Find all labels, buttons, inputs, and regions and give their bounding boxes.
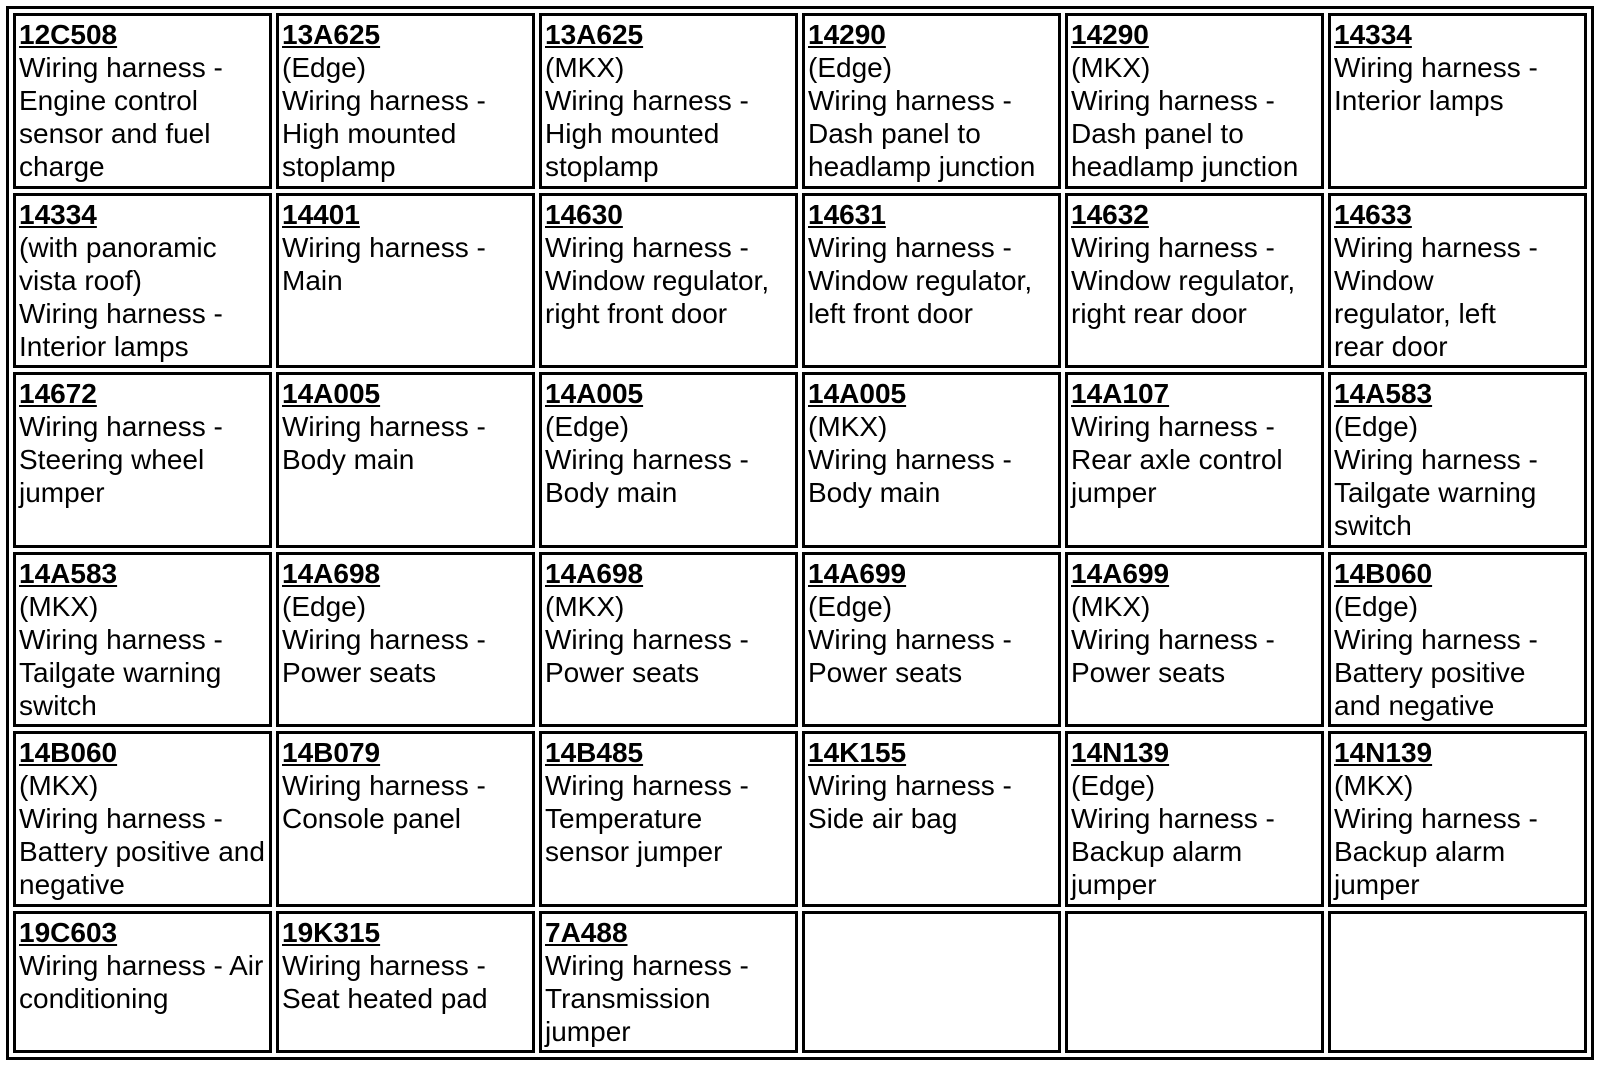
harness-description-line: Wiring harness - <box>545 770 749 802</box>
harness-description-line: Tailgate warning <box>19 656 222 688</box>
harness-description-line: Window regulator, <box>808 264 1033 296</box>
harness-description-line: Steering wheel <box>19 444 205 476</box>
part-number-link[interactable]: 14A005 <box>282 378 381 410</box>
part-number-link[interactable]: 14B079 <box>282 737 381 769</box>
part-number-link[interactable]: 14290 <box>808 19 886 50</box>
harness-description-line: jumper <box>545 1015 631 1047</box>
harness-description-line: Wiring harness - <box>282 85 486 116</box>
harness-description-line: Power seats <box>808 656 963 688</box>
harness-cell <box>276 731 535 907</box>
harness-description-line: Main <box>282 264 343 296</box>
harness-cell <box>1328 193 1587 369</box>
harness-description-line: Console panel <box>282 803 462 835</box>
harness-cell <box>802 13 1061 189</box>
harness-cell <box>539 13 798 189</box>
harness-cell <box>539 911 798 1053</box>
harness-description-line: Wiring harness - <box>282 770 486 802</box>
table-row <box>13 13 1587 189</box>
table-row <box>13 552 1587 728</box>
harness-description-line: Wiring harness - Air <box>19 949 264 981</box>
empty-cell <box>1328 911 1587 1053</box>
harness-description-line: Wiring harness - <box>282 623 486 655</box>
harness-description-line: jumper <box>1334 869 1420 901</box>
harness-cell <box>539 193 798 369</box>
part-number-link[interactable]: 14631 <box>808 198 886 230</box>
harness-cell <box>276 193 535 369</box>
harness-description-line: jumper <box>19 477 105 509</box>
harness-description-line: Window regulator, <box>545 264 770 296</box>
harness-description-line: Wiring harness - <box>808 623 1012 655</box>
harness-cell <box>276 13 535 189</box>
harness-description-line: switch <box>19 689 97 721</box>
harness-cell <box>1328 552 1587 728</box>
table-row <box>13 731 1587 907</box>
harness-cell <box>802 552 1061 728</box>
harness-description-line: left front door <box>808 297 973 329</box>
harness-description-line: (Edge) <box>282 590 367 622</box>
part-number-link[interactable]: 14B060 <box>19 737 118 769</box>
harness-description-line: (Edge) <box>1071 770 1156 802</box>
harness-description-line: Wiring harness - <box>808 231 1012 263</box>
part-number-link[interactable]: 14633 <box>1334 198 1412 230</box>
harness-cell <box>1328 372 1587 548</box>
harness-description-line: (MKX) <box>19 770 99 802</box>
part-number-link[interactable]: 14N139 <box>1071 737 1170 769</box>
harness-description-line: High mounted <box>282 118 457 149</box>
harness-cell <box>539 731 798 907</box>
harness-description-line: Backup alarm <box>1071 836 1243 868</box>
table-row <box>13 193 1587 369</box>
harness-description-line: (with panoramic <box>19 231 217 263</box>
part-number-link[interactable]: 13A625 <box>545 19 644 50</box>
harness-description-line: Backup alarm <box>1334 836 1506 868</box>
harness-description-line: Interior lamps <box>1334 85 1504 116</box>
harness-cell <box>1065 731 1324 907</box>
part-number-link[interactable]: 7A488 <box>545 916 628 948</box>
part-number-link[interactable]: 14401 <box>282 198 360 230</box>
harness-description-line: Wiring harness - <box>1071 623 1275 655</box>
empty-cell <box>1065 911 1324 1053</box>
harness-cell <box>1328 13 1587 189</box>
harness-description-line: Rear axle control <box>1071 444 1283 476</box>
harness-description-line: Wiring harness - <box>282 411 486 443</box>
part-number-link[interactable]: 14334 <box>19 198 97 230</box>
harness-description-line: negative <box>19 869 125 901</box>
harness-description-line: (Edge) <box>1334 411 1419 443</box>
harness-description-line: sensor and fuel <box>19 118 211 149</box>
harness-description-line: Wiring harness - <box>1071 231 1275 263</box>
part-number-link[interactable]: 14A699 <box>808 557 907 589</box>
harness-cell <box>1065 552 1324 728</box>
harness-description-line: vista roof) <box>19 264 142 296</box>
harness-description-line: Wiring harness - <box>1071 411 1275 443</box>
part-number-link[interactable]: 14N139 <box>1334 737 1433 769</box>
harness-description-line: (Edge) <box>1334 590 1419 622</box>
harness-description-line: Wiring harness - <box>1071 803 1275 835</box>
harness-description-line: Wiring harness - <box>545 231 749 263</box>
table-body <box>13 13 1587 1053</box>
harness-cell <box>1328 731 1587 907</box>
harness-description-line: Battery positive and <box>19 836 265 868</box>
part-number-link[interactable]: 19K315 <box>282 916 381 948</box>
harness-description-line: Window <box>1334 264 1434 296</box>
harness-cell <box>13 911 272 1053</box>
harness-description-line: Wiring harness - <box>282 949 486 981</box>
harness-description-line: Wiring harness - <box>808 770 1012 802</box>
part-number-link[interactable]: 14K155 <box>808 737 907 769</box>
harness-description-line: Wiring harness - <box>19 623 223 655</box>
harness-description-line: Body main <box>545 477 678 509</box>
harness-description-line: Body main <box>282 444 415 476</box>
harness-description-line: (MKX) <box>1334 770 1414 802</box>
part-number-link[interactable]: 12C508 <box>19 19 118 50</box>
part-number-link[interactable]: 14A005 <box>808 378 907 410</box>
harness-description-line: Wiring harness - <box>19 411 223 443</box>
part-number-link[interactable]: 13A625 <box>282 19 381 50</box>
harness-cell <box>1065 193 1324 369</box>
harness-description-line: stoplamp <box>282 151 396 182</box>
harness-description-line: Wiring harness - <box>1071 85 1275 116</box>
harness-description-line: jumper <box>1071 869 1157 901</box>
harness-description-line: (MKX) <box>19 590 99 622</box>
harness-description-line: Power seats <box>1071 656 1226 688</box>
harness-description-line: Wiring harness - <box>1334 52 1538 83</box>
harness-description-line: stoplamp <box>545 151 659 182</box>
harness-description-line: Wiring harness - <box>808 444 1012 476</box>
harness-description-line: Wiring harness - <box>1334 623 1538 655</box>
part-number-link[interactable]: 14632 <box>1071 198 1149 230</box>
harness-cell <box>1065 13 1324 189</box>
harness-cell <box>13 731 272 907</box>
harness-description-line: Tailgate warning <box>1334 477 1537 509</box>
harness-cell <box>802 731 1061 907</box>
harness-cell <box>13 193 272 369</box>
harness-description-line: Wiring harness - <box>1334 231 1538 263</box>
part-number-link[interactable]: 19C603 <box>19 916 118 948</box>
harness-cell <box>276 552 535 728</box>
harness-description-line: (Edge) <box>808 52 893 83</box>
harness-description-line: Power seats <box>545 656 700 688</box>
harness-description-line: Wiring harness - <box>545 949 749 981</box>
harness-description-line: (MKX) <box>545 52 625 83</box>
harness-description-line: (MKX) <box>1071 590 1151 622</box>
harness-description-line: Wiring harness - <box>19 803 223 835</box>
harness-description-line: right rear door <box>1071 297 1247 329</box>
harness-description-line: Body main <box>808 477 941 509</box>
part-number-link[interactable]: 14A699 <box>1071 557 1170 589</box>
harness-cell <box>13 552 272 728</box>
part-number-link[interactable]: 14A583 <box>19 557 118 589</box>
harness-description-line: headlamp junction <box>808 151 1036 182</box>
harness-description-line: headlamp junction <box>1071 151 1299 182</box>
part-number-link[interactable]: 14A698 <box>545 557 644 589</box>
table-row <box>13 911 1587 1053</box>
harness-description-line: Wiring harness - <box>1334 444 1538 476</box>
harness-description-line: and negative <box>1334 689 1495 721</box>
harness-description-line: rear door <box>1334 330 1448 362</box>
harness-description-line: Battery positive <box>1334 656 1526 688</box>
harness-cell <box>1065 372 1324 548</box>
part-number-link[interactable]: 14B485 <box>545 737 644 769</box>
part-number-link[interactable]: 14B060 <box>1334 557 1433 589</box>
harness-description-line: (MKX) <box>808 411 888 443</box>
harness-description-line: Wiring harness - <box>545 444 749 476</box>
empty-cell <box>802 911 1061 1053</box>
harness-cell <box>13 372 272 548</box>
harness-description-line: (Edge) <box>282 52 367 83</box>
harness-description-line: Side air bag <box>808 803 958 835</box>
harness-cell <box>539 552 798 728</box>
harness-cell <box>13 13 272 189</box>
harness-description-line: Wiring harness - <box>19 297 223 329</box>
harness-description-line: Window regulator, <box>1071 264 1296 296</box>
harness-description-line: (Edge) <box>808 590 893 622</box>
harness-description-line: Wiring harness - <box>545 623 749 655</box>
harness-description-line: charge <box>19 151 105 182</box>
harness-description-line: (MKX) <box>545 590 625 622</box>
harness-description-line: Seat heated pad <box>282 982 488 1014</box>
harness-description-line: Temperature <box>545 803 703 835</box>
part-number-link[interactable]: 14630 <box>545 198 623 230</box>
harness-cell <box>802 372 1061 548</box>
harness-description-line: switch <box>1334 510 1412 542</box>
harness-description-line: Wiring harness - <box>808 85 1012 116</box>
harness-description-line: sensor jumper <box>545 836 723 868</box>
harness-cell <box>276 372 535 548</box>
harness-description-line: Interior lamps <box>19 330 189 362</box>
harness-description-line: Transmission <box>545 982 711 1014</box>
harness-cell <box>802 193 1061 369</box>
wiring-harness-table <box>6 6 1594 1060</box>
harness-description-line: Dash panel to <box>1071 118 1244 149</box>
part-number-link[interactable]: 14290 <box>1071 19 1149 50</box>
harness-description-line: (MKX) <box>1071 52 1151 83</box>
harness-description-line: Wiring harness - <box>19 52 223 83</box>
part-number-link[interactable]: 14A107 <box>1071 378 1170 410</box>
harness-description-line: Engine control <box>19 85 199 116</box>
harness-description-line: Wiring harness - <box>545 85 749 116</box>
harness-description-line: jumper <box>1071 477 1157 509</box>
part-number-link[interactable]: 14672 <box>19 378 97 410</box>
part-number-link[interactable]: 14A698 <box>282 557 381 589</box>
harness-description-line: Power seats <box>282 656 437 688</box>
harness-description-line: regulator, left <box>1334 297 1496 329</box>
harness-description-line: Wiring harness - <box>1334 803 1538 835</box>
harness-description-line: conditioning <box>19 982 169 1014</box>
harness-description-line: (Edge) <box>545 411 630 443</box>
harness-table-container <box>6 6 1594 1060</box>
harness-cell <box>539 372 798 548</box>
harness-description-line: Dash panel to <box>808 118 981 149</box>
part-number-link[interactable]: 14A005 <box>545 378 644 410</box>
harness-description-line: right front door <box>545 297 728 329</box>
harness-description-line: Wiring harness - <box>282 231 486 263</box>
table-row <box>13 372 1587 548</box>
part-number-link[interactable]: 14A583 <box>1334 378 1433 410</box>
harness-description-line: High mounted <box>545 118 720 149</box>
harness-cell <box>276 911 535 1053</box>
part-number-link[interactable]: 14334 <box>1334 19 1412 50</box>
